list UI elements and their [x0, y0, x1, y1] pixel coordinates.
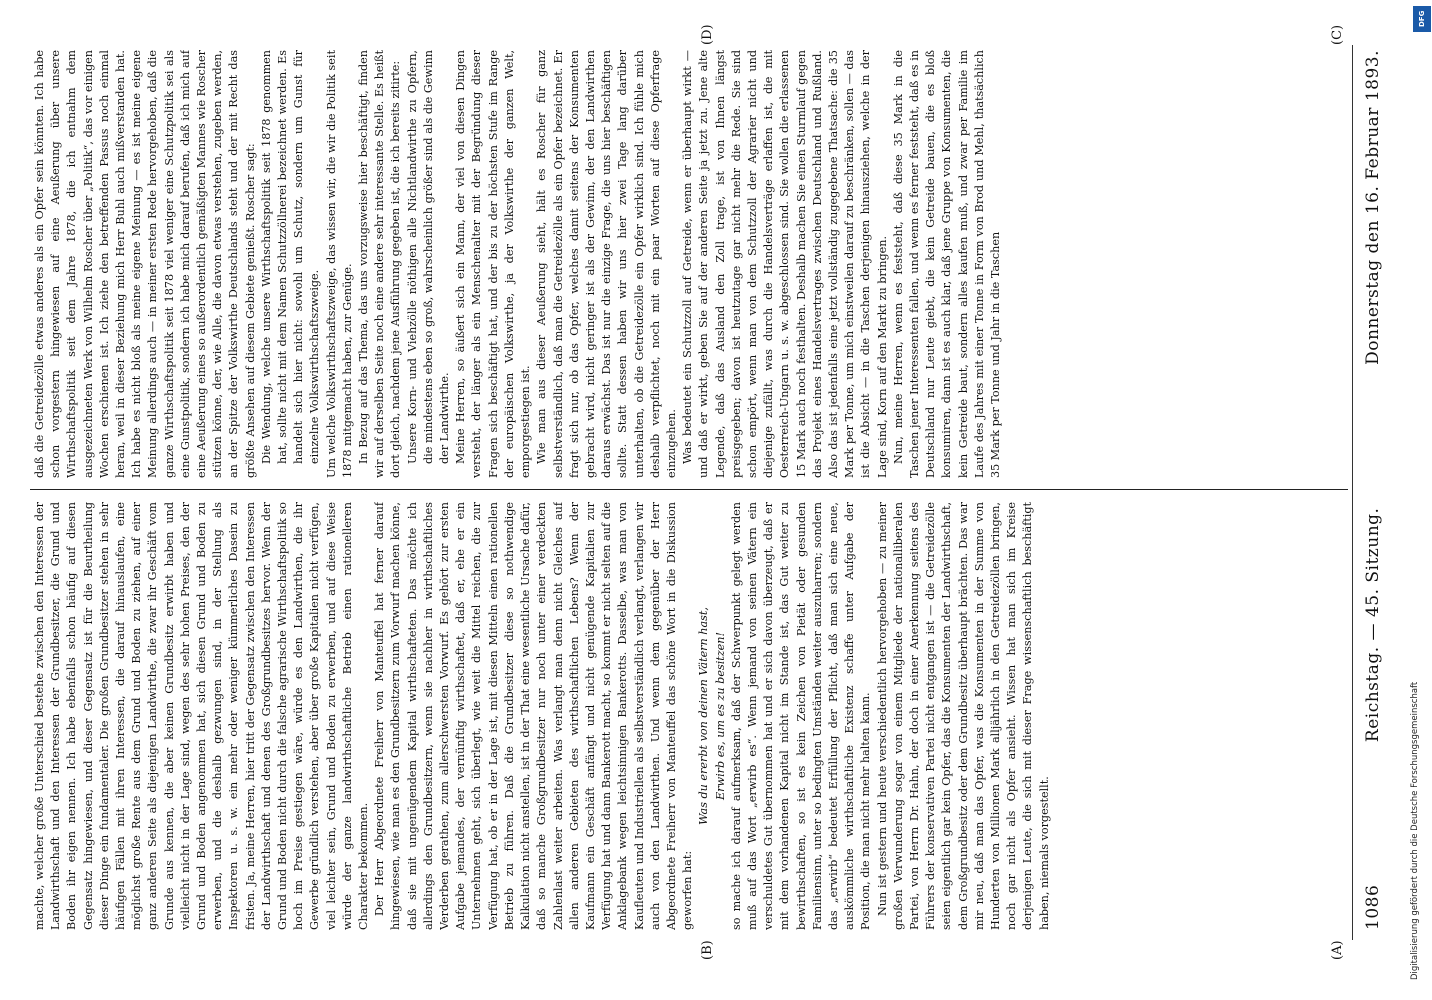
paragraph: Nun ist gestern und heute verschiedentlich hervorgehoben — zu meiner großen Verwunderung sogar von einem Mitgliede der nationalliberalen Partei, von Herrn Dr. Hahn, der doch in einer Anerkennung seitens des Führers der konservativen Partei nicht entgangen ist — die Getreidezölle seien eigentlich gar kein Opfer, das die Konsumenten der Landwirthschaft, dem Großgrundbesitz oder dem Grundbesitz überhaupt brächten. Das war mir neu, daß man das Opfer, was die Konsumenten in der Summe von Hunderten von Millionen Mark alljährlich in den Getreidezöllen bringen, noch gar nicht als Opfer ansieht. Wissen hat man sich im Kreise derjenigen Leute, die sich mit dieser Frage wissenschaftlich beschäftigt haben, niemals vorgestellt. — [875, 502, 1051, 930]
block-quote: Unsere Korn- und Viehzölle nöthigen alle Nichtlandwirthe zu Opfern, die mindestens eben so groß, wahrscheinlich größer sind als die Gewinn der Landwirthe. — [405, 50, 452, 464]
margin-mark-b: (B) — [700, 940, 715, 960]
paragraph: Wie man aus dieser Aeußerung sieht, hält es Roscher für ganz selbstverständlich, daß man die Getreidezölle als ein Opfer bezeichnet. Er fragt sich nur, ob das Opfer, welches damit seitens der Konsumenten gebracht wird, nicht geringer ist als der Gewinn, der den Landwirthen daraus erwächst. Das ist nur die einzige Frage, die uns hier beschäftigen sollte. Statt dessen haben wir uns hier zwei Tage lang darüber unterhalten, ob die Getreidezölle ein Opfer wirklich sind. Ich fühle mich deshalb verpflichtet, noch mit ein paar Worten auf diese Opferfrage einzugehen. — [535, 50, 678, 478]
text-columns — [32, 50, 1346, 930]
paragraph: so mache ich darauf aufmerksam, daß der Schwerpunkt gelegt werden muß auf das Wort „erwirb es“. Wenn jemand von seinen Vätern ein verschuldetes Gut übernommen hat und er sich davon überzeugt, daß er mit dem vorhandenen Kapital nicht im Stande ist, das Gut weiter zu bewirthschaften, so ist es kein Zeichen von Pietät oder gesunden Familiensinn, unter so bedingten Umständen weiter auszuharren; sondern das „erwirb“ bedeutet Erfüllung der Pflicht, daß man sich eine neue, auskömmliche wirthschaftliche Existenz schaffe unter Aufgabe der Position, die man nicht mehr halten kann. — [729, 502, 873, 930]
page-number: 1086 — [1363, 884, 1383, 930]
running-header — [1358, 50, 1388, 930]
margin-mark-d: (D) — [700, 24, 715, 45]
right-column — [32, 50, 1346, 478]
paragraph: Nun, meine Herren, wenn es feststeht, daß diese 35 Mark in die Taschen jener Interessenten fallen, und wenn es ferner feststeht, daß es in Deutschland nur Leute giebt, die kein Getreide bauen, die es bloß konsumiren, dann ist es auch klar, daß jene Gruppe von Konsumenten, die kein Getreide baut, sondern alles kaufen muß, und zwar per Familie im Laufe des Jahres mit einer Tonne in Form von Brod und Mehl, thatsächlich 35 Mark per Tonne und Jahr in die Taschen — [891, 50, 1002, 478]
paragraph: Um welche Volkswirthschaftszweige, das wissen wir, die wir die Politik seit 1878 mitgemacht haben, zur Genüge. — [324, 50, 354, 478]
margin-mark-a: (A) — [1330, 940, 1345, 960]
paragraph: Meine Herren, so äußert sich ein Mann, der viel von diesen Dingen versteht, der länger als ein Menschenalter mit der Begründung dieser Fragen sich beschäftigt hat, und der bis zu der höchsten Stufe im Range der europäischen Volkswirthe, ja der Volkswirthe der ganzen Welt, emporgestiegen ist. — [454, 50, 533, 478]
column-divider — [30, 489, 1348, 490]
verse-quote: Was du ererbt von deinen Vätern hast, Erwirb es, um es zu besitzen! — [697, 607, 727, 825]
session-title: Reichstag. — 45. Sitzung. — [1363, 507, 1383, 743]
dfg-logo-icon: DFG — [1413, 6, 1431, 32]
margin-mark-c: (C) — [1330, 24, 1345, 45]
header-rule — [1352, 45, 1353, 940]
left-column — [32, 502, 1346, 930]
block-quote: Die Wendung, welche unsere Wirthschaftspolitik seit 1878 genommen hat, sollte nicht mit dem Namen Schutzzöllnerei bezeichnet werden. Es handelt sich hier nicht: sowohl um Schutz, sondern um Gunst für einzelne Volkswirthschaftszweige. — [259, 50, 322, 464]
session-date: Donnerstag den 16. Februar 1893. — [1363, 50, 1383, 365]
paragraph: machte, welcher große Unterschied bestehe zwischen den Interessen der Landwirthschaft und den Interessen der Grundbesitzer, die Grund und Boden ihr eigen nennen. Ich habe ebenfalls schon häufig auf diesen Gegensatz hingewiesen, und dieser Gegensatz ist für die Beurtheilung dieser Dinge ein fundamentaler. Die großen Grundbesitzer stehen in sehr häufigen Fällen mit ihren Interessen, die darauf hinauslaufen, eine möglichst große Rente aus dem Grund und Boden zu ziehen, auf einer ganz anderen Seite als diejenigen Landwirthe, die zwar ihr Geschäft vom Grunde aus kennen, die aber keinen Grundbesitz erwirbt haben und vielleicht nicht in der Lage sind, wegen des sehr hohen Preises, den der Grund und Boden angenommen hat, sich diesen Grund und Boden zu erwerben, und die deshalb gezwungen sind, in der Stellung als Inspektoren u. s. w. ein mehr oder weniger kümmerliches Dasein zu fristen. Ja, meine Herren, hier tritt der Gegensatz zwischen den Interessen der Landwirthschaft und denen des Großgrundbesitzes hervor. Wenn der Grund und Boden nicht durch die falsche agrarische Wirthschaftspolitik so hoch im Preise gestiegen wäre, würde es den Landwirthen, die ihr Gewerbe gründlich verstehen, aber über große Kapitalien nicht verfügen, viel leichter sein, Grund und Boden zu erwerben, und auf diese Weise würde der ganze landwirthschaftliche Betrieb einen rationelleren Charakter bekommen. — [33, 502, 371, 930]
paragraph: Was bedeutet ein Schutzzoll auf Getreide, wenn er überhaupt wirkt — und daß er wirkt, geben Sie auf der anderen Seite ja jetzt zu. Jene alte Legende, daß das Ausland den Zoll trage, ist von Ihnen längst preisgegeben; davon ist heutzutage gar nicht mehr die Rede. Sie sind schon empört, wenn man von dem Schutzzoll der Agrarier nicht und diejenige zufällt, was durch die Handelsverträge erlaffen ist, die mit Oesterreich-Ungarn u. s. w. abgeschlossen sind. Sie wollen die erlassenen 15 Mark auch noch festhalten. Deshalb machen Sie einen Sturmlauf gegen das Projekt eines Handelsvertrages zwischen Deutschland und Rußland. Also das ist jedenfalls eine jetzt vollständig zugegebene Thatsache: die 35 Mark per Tonne, um mich einstweilen darauf zu beschränken, sollen — das ist die Absicht — in die Taschen derjenigen hinausziehen, welche in der Lage sind, Korn auf den Markt zu bringen. — [681, 50, 889, 478]
paragraph: Der Herr Abgeordnete Freiherr von Manteuffel hat ferner darauf hingewiesen, wie man es den Grundbesitzern zum Vorwurf machen könne, daß sie mit ungenügendem Kapital wirthschafteten. Das möchte ich allerdings den Grundbesitzern, wenn sie nachher in wirthschaftliches Verderben gerathen, zum allerschwersten Vorwurf. Es gehört zur ersten Aufgabe jemandes, der vernünftig wirthschaftet, daß er, ehe er ein Unternehmen geht, sich überlegt, wie weit die Mittel reichen, die zur Verfügung hat, ob er in der Lage ist, mit diesen Mitteln einen rationellen Betrieb zu führen. Daß die Grundbesitzer diese so nothwendige Kalkulation nicht anstellen, ist in der That eine wesentliche Ursache dafür, daß so manche Großgrundbesitzer nur noch unter einer verdeckten Zahlenlast weiter arbeiten. Was verlangt man denn nicht Gleiches auf allen anderen Gebieten des wirthschaftlichen Lebens? Wenn der Kaufmann ein Geschäft anfängt und nicht genügende Kapitalien zur Verfügung hat und dann Bankerott macht, so kommt er nicht selten auf die Anklagebank wegen leichtsinnigen Bankerotts. Dasselbe, was man von Kaufleuten und Industriellen als selbstverständlich verlangt, verlangen wir auch von den Landwirthen. Und wenn dem gegenüber der Herr Abgeordnete Freiherr von Manteuffel das schöne Wort in die Diskussion geworfen hat: — [373, 502, 695, 930]
paragraph: daß die Getreidezölle etwas anderes als ein Opfer sein könnten. Ich habe schon vorgestern hingewiesen auf eine Aeußerung über unsere Wirthschaftspolitik seit dem Jahre 1878, die ich entnahm dem ausgezeichneten Werk von Wilhelm Roscher über „Politik“, das vor einigen Wochen erschienen ist. Ich ziehe den betreffenden Passus noch einmal heran, weil in dieser Beziehung mich Herr Buhl auch mißverstanden hat. Ich habe es nicht bloß als meine eigene Meinung — es ist meine eigene Meinung allerdings auch — in meiner ersten Rede hervorgehoben, daß die ganze Wirthschaftspolitik seit 1878 viel weniger eine Schutzpolitik sei als eine Gunstpolitik, sondern ich habe mich darauf berufen, daß ich mich auf eine Aeußerung eines so außerordentlich gemäßigten Mannes wie Roscher stützen könne, der, wie Alle, die davon etwas verstehen, zugeben werden, an der Spitze der Volkswirthe Deutschlands steht und der mit Recht das größte Ansehen auf diesem Gebiete genießt. Roscher sagt: — [33, 50, 257, 478]
paragraph: In Bezug auf das Thema, das uns vorzugsweise hier beschäftigt, finden wir auf derselben Seite noch eine andere sehr interessante Stelle. Es heißt dort gleich, nachdem jene Ausführung gegeben ist, die ich bereits zitirte: — [357, 50, 403, 478]
digitization-credit: Digitalisierung gefördert durch die Deutsche Forschungsgemeinschaft — [1410, 681, 1420, 980]
